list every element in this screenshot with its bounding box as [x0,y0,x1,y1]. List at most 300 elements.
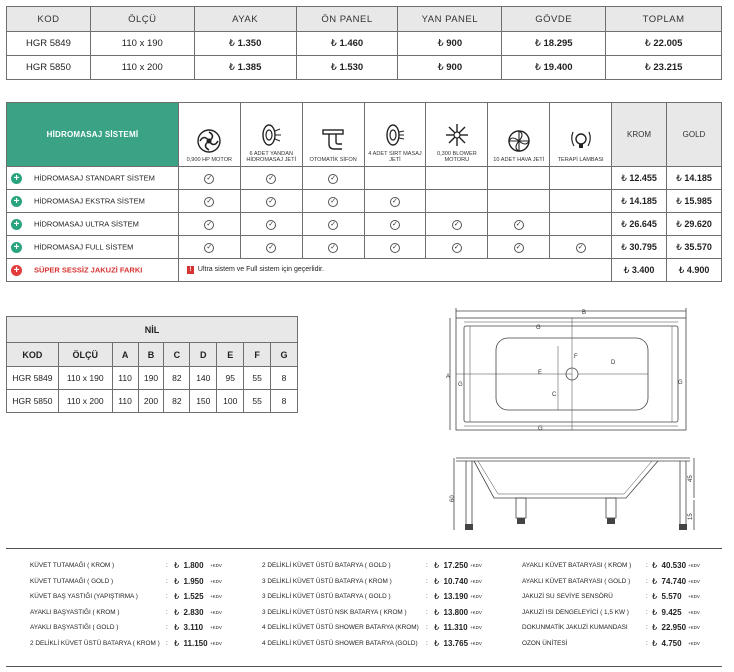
feature-siphon [302,103,364,167]
accessory-item [262,605,502,621]
kdv-label: +KDV [470,563,482,568]
header-govde: GÖVDE [502,7,606,32]
price-value: 17.250 [443,561,469,570]
check-cell [240,213,302,236]
accessory-item [262,589,502,605]
price-table-header [7,7,722,32]
kdv-label: +KDV [688,609,700,615]
hydromassage-header [7,103,722,167]
accessory-price [174,574,204,590]
nil-header: G [271,343,298,367]
feature-back-jet [364,103,426,167]
accessory-price [434,558,468,574]
price-value: 900 [446,38,463,49]
bathtub-side-diagram [446,448,696,538]
accessory-name: AYAKLI KÜVET BATARYASI ( GOLD ) [522,577,631,585]
kdv-label: +KDV [210,609,222,615]
accessory-name: 3 DELİKLİ KÜVET ÜSTÜ BATARYA ( GOLD ) [262,593,391,601]
nil-title-row [7,317,298,343]
gold-price [666,259,721,282]
checkmark-icon: ✓ [266,243,276,253]
price-value: 30.795 [629,241,657,252]
separator: : [426,593,428,601]
accessory-price [652,589,682,605]
dim-label: G [536,325,541,331]
separator: : [166,593,168,601]
accessory-name: 2 DELİKLİ KÜVET ÜSTÜ BATARYA ( GOLD ) [262,562,391,569]
dim-label: G [458,382,463,388]
check-cell [488,167,550,190]
system-label: HİDROMASAJ FULL SİSTEM [34,241,134,251]
price-value: 12.455 [629,172,657,183]
nil-cell: 110 [112,367,138,390]
accessory-item [522,589,722,605]
accessory-price [434,636,468,652]
kdv-label: +KDV [210,563,222,568]
currency-symbol: ₺ [434,576,440,586]
tub-profile [474,461,658,498]
accessory-name: 4 DELİKLİ KÜVET ÜSTÜ SHOWER BATARYA (KROM) [262,624,419,632]
checkmark-icon: ✓ [514,243,524,253]
price-value: 13.800 [443,607,469,617]
table-row [7,236,722,259]
check-cell [364,213,426,236]
nil-cell: HGR 5849 [7,367,59,390]
price-value: 19.400 [543,62,573,73]
cell-govde [502,56,606,80]
air-jet-icon [503,128,535,154]
price-table [6,6,722,80]
cell-kod: HGR 5849 [7,32,91,56]
table-row [7,367,298,390]
cell-on-panel [296,32,398,56]
checkmark-icon: ✓ [328,174,338,184]
separator: : [646,577,648,585]
currency-symbol: ₺ [534,62,541,73]
cell-ayak [194,32,296,56]
accessory-item [522,605,722,621]
dim-label: B [582,310,587,316]
table-row [7,213,722,236]
kdv-label: +KDV [688,578,700,584]
kdv-label: +KDV [210,640,222,646]
cell-toplam [606,32,722,56]
check-cell [488,236,550,259]
nil-cell: 110 x 200 [58,390,112,413]
nil-header: ÖLÇÜ [58,343,112,367]
dim-label: D [611,360,616,366]
feature-blower [426,103,488,167]
kdv-label: +KDV [470,640,482,646]
separator: : [426,562,428,569]
accessory-item [30,558,230,574]
accessory-price [652,636,682,652]
check-cell [178,167,240,190]
nil-cell: 110 x 190 [58,367,112,390]
accessory-name: KÜVET TUTAMAĞI ( KROM ) [30,562,115,569]
kdv-label: +KDV [688,563,700,568]
check-cell [240,190,302,213]
currency-symbol: ₺ [174,623,180,633]
price-value: 14.185 [684,172,712,183]
header-gold: GOLD [666,103,721,167]
accessory-price [174,605,204,621]
cell-toplam [606,56,722,80]
dim-label: A [446,374,451,380]
cell-ayak [194,56,296,80]
price-value: 3.400 [631,264,655,275]
accessory-item [30,620,230,636]
currency-symbol: ₺ [676,195,682,206]
cell-on-panel [296,56,398,80]
header-yan-panel: YAN PANEL [398,7,502,32]
feature-side-jet [240,103,302,167]
accessory-price [174,620,203,636]
check-cell [240,167,302,190]
checkmark-icon: ✓ [266,197,276,207]
currency-symbol: ₺ [434,607,440,617]
super-silent-label: SÜPER SESSİZ JAKUZİ FARKI [34,264,143,274]
separator: : [166,639,168,647]
cell-olcu: 110 x 200 [90,56,194,80]
price-value: 18.295 [543,38,573,49]
price-value: 10.740 [443,576,469,586]
checkmark-icon: ✓ [452,243,462,253]
price-value: 13.765 [443,638,469,648]
check-cell [302,167,364,190]
krom-price [612,167,667,190]
nil-header: F [244,343,271,367]
check-cell [550,213,612,236]
currency-symbol: ₺ [434,638,440,648]
feature-label: 6 ADET YANDAN HİDROMASAJ JETİ [246,150,297,164]
currency-symbol: ₺ [534,38,541,49]
price-value: 9.425 [661,607,682,617]
price-value: 15.985 [684,195,712,206]
system-name [7,190,179,213]
check-cell [178,236,240,259]
cell-kod: HGR 5850 [7,56,91,80]
price-value: 4.900 [686,264,710,275]
price-value: 1.800 [183,561,204,570]
system-name [7,213,179,236]
accessory-item [30,605,230,621]
price-value: 22.005 [653,38,683,49]
price-value: 1.350 [237,38,262,49]
accessory-item [522,574,722,590]
feature-label: TERAPİ LAMBASI [557,157,604,164]
warning-icon: ! [187,266,194,274]
dim-label: G [538,426,543,432]
nil-cell: 110 [112,390,138,413]
accessory-item [262,558,502,574]
separator: : [646,624,648,632]
nil-cell: 200 [138,390,164,413]
nil-cell: 82 [164,390,190,413]
accessory-name: JAKUZİ ISI DENGELEYİCİ ( 1,5 KW ) [522,608,629,616]
accessory-price [434,574,468,590]
accessory-name: 3 DELİKLİ KÜVET ÜSTÜ BATARYA ( KROM ) [262,577,392,585]
header-olcu: ÖLÇÜ [90,7,194,32]
expand-icon[interactable]: + [11,173,22,184]
kdv-label: +KDV [210,625,222,631]
nil-header: E [217,343,244,367]
gold-price [666,167,721,190]
checkmark-icon: ✓ [204,197,214,207]
currency-symbol: ₺ [437,62,444,73]
checkmark-icon: ✓ [390,197,400,207]
check-cell [178,213,240,236]
nil-cell: 190 [138,367,164,390]
motor-icon [196,128,222,154]
price-value: 40.530 [661,561,687,570]
kdv-label: +KDV [688,594,700,600]
accessory-item [30,589,230,605]
accessory-name: KÜVET TUTAMAĞI ( GOLD ) [30,577,114,585]
system-label: HİDROMASAJ STANDART SİSTEM [34,172,155,182]
nil-header: B [138,343,164,367]
accessory-price [434,605,468,621]
accessory-name: 3 DELİKLİ KÜVET ÜSTÜ NSK BATARYA ( KROM ) [262,608,407,616]
price-value: 4.750 [661,638,682,648]
system-label: HİDROMASAJ EKSTRA SİSTEM [34,195,145,205]
currency-symbol: ₺ [330,38,337,49]
currency-symbol: ₺ [621,218,627,229]
nil-header: KOD [7,343,59,367]
header-krom: KROM [612,103,667,167]
currency-symbol: ₺ [228,62,235,73]
siphon-icon [320,128,346,154]
price-value: 11.310 [443,623,468,633]
divider [6,666,722,667]
accessories-column-2 [262,558,502,652]
accessory-name: AYAKLI KÜVET BATARYASI ( KROM ) [522,562,632,569]
currency-symbol: ₺ [174,607,180,617]
accessories-column-3 [522,558,722,652]
check-cell [426,190,488,213]
accessory-price [652,605,682,621]
dim-label: E [538,370,543,376]
header-ayak: AYAK [194,7,296,32]
accessory-price [652,558,686,574]
accessory-name: 2 DELİKLİ KÜVET ÜSTÜ BATARYA ( KROM ) [30,639,160,647]
check-cell [550,167,612,190]
price-value: 22.950 [661,623,687,633]
price-value: 3.110 [183,623,204,633]
nil-dimension-table [6,316,298,413]
nil-header: D [190,343,217,367]
hydromassage-table [6,102,722,282]
checkmark-icon: ✓ [204,174,214,184]
nil-cell: 8 [271,367,298,390]
nil-cell: 55 [244,367,271,390]
table-row [7,167,722,190]
feature-air-jet [488,103,550,167]
price-value: 29.620 [684,218,712,229]
currency-symbol: ₺ [434,561,440,570]
currency-symbol: ₺ [228,38,235,49]
check-cell [488,190,550,213]
accessory-price [434,620,468,636]
check-cell [426,167,488,190]
currency-symbol: ₺ [678,264,685,275]
gold-price [666,236,721,259]
feature-label: OTOMATİK SİFON [309,157,357,164]
price-value: 5.570 [661,592,682,602]
feature-label: 0,300 BLOWER MOTORU [436,150,477,164]
currency-symbol: ₺ [652,561,658,570]
expand-icon[interactable]: + [11,242,22,253]
nil-title: NİL [7,317,298,343]
nil-header: C [164,343,190,367]
price-value: 11.150 [183,638,208,648]
blower-icon [443,122,471,148]
check-cell [550,190,612,213]
check-cell [488,213,550,236]
expand-icon[interactable]: + [11,265,22,276]
check-cell [364,167,426,190]
accessory-name: OZON ÜNİTESİ [522,639,568,647]
separator: : [646,639,648,647]
accessory-name: JAKUZİ SU SEVİYE SENSÖRÜ [522,593,613,601]
price-value: 1.525 [183,592,204,602]
dim-label: C [552,392,557,398]
checkmark-icon: ✓ [328,220,338,230]
accessory-price [652,620,686,636]
system-name [7,167,179,190]
kdv-label: +KDV [688,640,700,646]
currency-symbol: ₺ [623,264,630,275]
divider [6,548,722,549]
price-value: 13.190 [443,592,469,602]
expand-icon[interactable]: + [11,196,22,207]
header-kod: KOD [7,7,91,32]
cell-olcu: 110 x 190 [90,32,194,56]
kdv-label: +KDV [470,609,482,615]
checkmark-icon: ✓ [390,220,400,230]
gold-price [666,190,721,213]
accessory-item [522,636,722,652]
krom-price [612,259,667,282]
currency-symbol: ₺ [652,638,658,648]
kdv-label: +KDV [688,625,700,631]
nil-header: A [112,343,138,367]
hydromassage-title: HİDROMASAJ SİSTEMİ [7,103,179,167]
accessory-item [30,574,230,590]
feature-label: 4 ADET SIRT MASAJ JETİ [368,150,422,164]
cell-yan-panel [398,32,502,56]
krom-price [612,190,667,213]
accessory-name: AYAKLI BAŞYASTIĞI ( GOLD ) [30,624,119,632]
table-row [7,190,722,213]
accessory-item [522,620,722,636]
currency-symbol: ₺ [676,241,682,252]
checkmark-icon: ✓ [390,243,400,253]
back-jet-icon [384,122,406,148]
accessory-item [522,558,722,574]
currency-symbol: ₺ [652,576,658,586]
check-cell [364,236,426,259]
price-value: 23.215 [653,62,683,73]
currency-symbol: ₺ [174,592,180,602]
price-value: 1.385 [237,62,262,73]
accessory-item [262,620,502,636]
bathtub-plan-diagram [446,306,696,438]
krom-price [612,236,667,259]
super-silent-note [178,259,611,282]
currency-symbol: ₺ [652,623,658,633]
kdv-label: +KDV [470,594,482,600]
system-name [7,236,179,259]
dim-label: 45 [688,475,694,482]
feature-label: 10 ADET HAVA JETİ [493,157,545,164]
note-text: Ultra sistem ve Full sistem için geçerlidir. [197,266,324,273]
accessory-item [262,636,502,652]
system-label: HİDROMASAJ ULTRA SİSTEM [34,218,139,228]
separator: : [166,608,168,616]
nil-cell: 150 [190,390,217,413]
table-row [7,56,722,80]
checkmark-icon: ✓ [576,243,586,253]
checkmark-icon: ✓ [452,220,462,230]
accessory-price [174,589,204,605]
accessory-item [30,636,230,652]
separator: : [426,624,428,632]
gold-price [666,213,721,236]
cell-yan-panel [398,56,502,80]
currency-symbol: ₺ [174,638,180,648]
currency-symbol: ₺ [621,195,627,206]
separator: : [646,608,648,616]
krom-price [612,213,667,236]
separator: : [426,639,428,647]
nil-cell: 55 [244,390,271,413]
kdv-label: +KDV [210,594,222,600]
check-cell [302,190,364,213]
check-cell [302,213,364,236]
expand-icon[interactable]: + [11,219,22,230]
accessory-item [262,574,502,590]
accessory-price [434,589,468,605]
currency-symbol: ₺ [676,218,682,229]
nil-cell: 82 [164,367,190,390]
price-value: 2.830 [183,607,204,617]
accessory-name: DOKUNMATİK JAKUZİ KUMANDASI [522,624,628,632]
price-value: 74.740 [661,576,687,586]
separator: : [426,608,428,616]
nil-cell: 100 [217,390,244,413]
nil-cell: 8 [271,390,298,413]
currency-symbol: ₺ [644,62,651,73]
table-row [7,32,722,56]
kdv-label: +KDV [470,625,482,631]
check-cell [426,213,488,236]
feature-therapy-lamp [550,103,612,167]
header-on-panel: ÖN PANEL [296,7,398,32]
separator: : [646,562,648,569]
accessory-price [174,558,204,574]
currency-symbol: ₺ [621,172,627,183]
price-value: 26.645 [629,218,657,229]
price-value: 1.950 [183,576,204,586]
accessory-name: AYAKLI BAŞYASTIĞI ( KROM ) [30,608,120,616]
therapy-lamp-icon [568,128,594,154]
feature-label: 0,900 HP MOTOR [186,157,233,164]
checkmark-icon: ✓ [204,220,214,230]
separator: : [166,577,168,585]
cell-govde [502,32,606,56]
separator: : [426,577,428,585]
